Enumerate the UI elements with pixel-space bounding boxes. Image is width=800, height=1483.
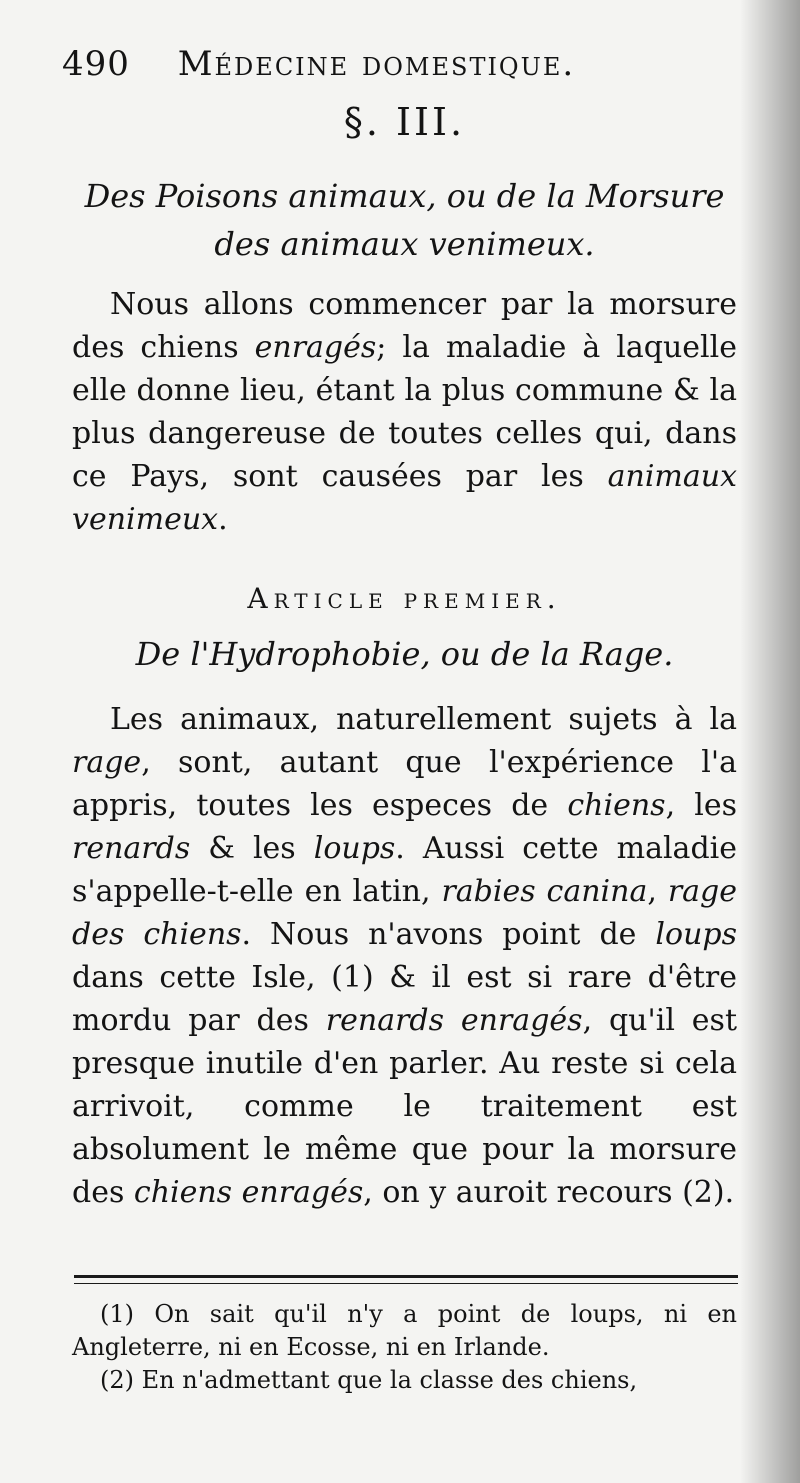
article-heading: Article premier. <box>247 582 562 615</box>
section-title <box>72 172 737 268</box>
footnote-1: (1) On sait qu'il n'y a point de loups, ni en Angleterre, ni en Ecosse, ni en Irlande. <box>72 1300 737 1361</box>
section-number: §. III. <box>343 100 466 144</box>
body-paragraph: Les animaux, naturellement sujets à la rage, sont, autant que l'expérience l'a appris, toutes les especes de chiens, les renards & les loups. Aussi cette maladie s'appelle-t-elle en latin, rabies canina, rage des chiens. Nous n'avons point de loups dans cette Isle, (1) & il est si rare d'être mordu par des renards enragés, qu'il est presque inutile d'en parler. Au reste si cela arrivoit, comme le traitement est absolument le même que pour la morsure des chiens enragés, on y auroit recours (2). <box>72 702 738 1210</box>
section-title-line-1: Des Poisons animaux, ou de la Morsure <box>84 177 725 215</box>
section-title-line-2: des animaux venimeux. <box>214 225 595 263</box>
article-title: De l'Hydrophobie, ou de la Rage. <box>135 635 674 673</box>
footnotes <box>72 1298 737 1397</box>
running-title: Médecine domestique. <box>177 44 576 84</box>
footnote-rule <box>74 1275 738 1284</box>
footnote-2: (2) En n'admettant que la classe des chiens, <box>100 1366 638 1394</box>
running-header <box>62 44 742 84</box>
page-number: 490 <box>62 44 130 84</box>
intro-paragraph: Nous allons commencer par la morsure des chiens enragés; la maladie à laquelle elle donne lieu, étant la plus commune & la plus dangereuse de toutes celles qui, dans ce Pays, sont causées par les animaux venimeux. <box>72 287 737 537</box>
